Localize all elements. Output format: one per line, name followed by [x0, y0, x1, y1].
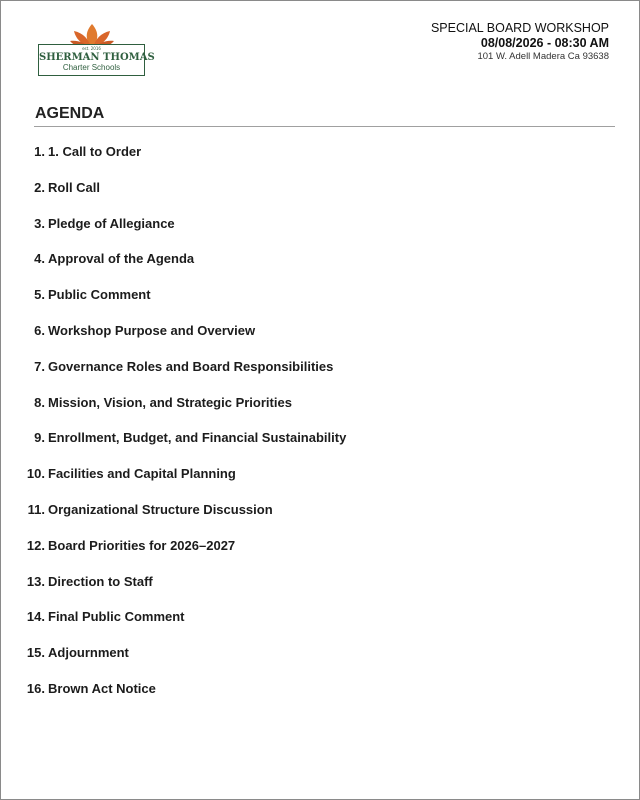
item-label: Adjournment [48, 645, 129, 661]
logo-subtitle: Charter Schools [62, 63, 121, 72]
item-label: Governance Roles and Board Responsibilities [48, 358, 334, 374]
item-number: 8. [34, 394, 45, 410]
school-logo [38, 23, 155, 79]
item-number: 14. [26, 609, 45, 625]
item-number: 6. [34, 322, 45, 338]
item-number: 7. [34, 358, 45, 374]
agenda-heading: AGENDA [35, 105, 105, 122]
logo-established: est. 2016 [82, 46, 101, 51]
item-label: Organizational Structure Discussion [48, 501, 273, 517]
logo-wordmark [38, 44, 155, 76]
item-number: 2. [34, 179, 45, 195]
item-number: 1. [34, 144, 45, 159]
item-number: 15. [26, 645, 45, 661]
item-number: 5. [34, 287, 45, 303]
item-number: 10. [26, 466, 45, 482]
item-label: Pledge of Allegiance [48, 215, 175, 231]
meeting-datetime: 08/08/2026 - 08:30 AM [480, 36, 609, 50]
item-label: Board Priorities for 2026–2027 [48, 537, 236, 553]
meeting-address: 101 W. Adell Madera Ca 93638 [477, 51, 609, 62]
item-label: Mission, Vision, and Strategic Priorities [48, 394, 292, 410]
item-label: Roll Call [48, 179, 101, 195]
item-label: Approval of the Agenda [48, 251, 195, 267]
meeting-title: SPECIAL BOARD WORKSHOP [430, 21, 609, 35]
item-label: Enrollment, Budget, and Financial Sustainability [48, 430, 347, 446]
item-label: Public Comment [48, 287, 151, 303]
logo-school-name: SHERMAN THOMAS [39, 52, 155, 63]
item-number: 16. [26, 680, 45, 696]
item-number: 4. [34, 251, 45, 267]
item-number: 9. [34, 430, 45, 446]
item-number: 13. [26, 573, 45, 589]
item-label: Facilities and Capital Planning [48, 466, 236, 482]
item-number: 12. [26, 537, 45, 553]
item-label: 1. Call to Order [48, 144, 142, 159]
item-label: Direction to Staff [48, 573, 153, 589]
item-label: Final Public Comment [48, 609, 185, 625]
item-label: Workshop Purpose and Overview [48, 322, 256, 338]
meeting-header [431, 21, 609, 63]
heading-divider [34, 126, 615, 127]
item-number: 3. [34, 215, 45, 231]
item-label: Brown Act Notice [48, 680, 156, 696]
item-number: 11. [27, 501, 45, 517]
